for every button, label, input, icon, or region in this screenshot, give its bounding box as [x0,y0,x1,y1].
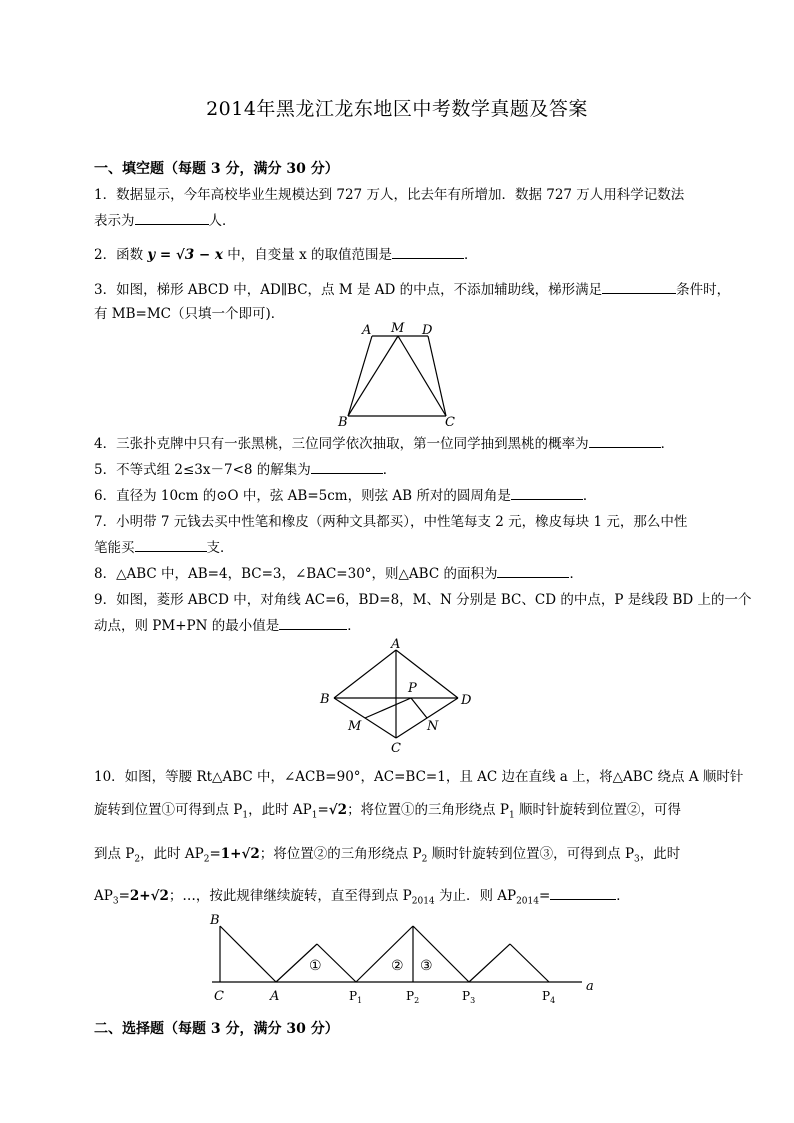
position-1-right-side [317,944,356,982]
question-9-text-a: 动点，则 PM+PN 的最小值是 [94,618,280,634]
label-B: B [210,913,220,928]
label-D: D [461,693,472,708]
question-10-line-3 [94,842,704,865]
math-expression: 2+√2 [129,888,169,904]
label-N: N [427,719,439,734]
segment-DC [428,336,446,416]
label-a: a [586,979,594,994]
q10-text: 旋转到位置①可得到点 P [94,802,243,818]
question-7-line-1: 7．小明带 7 元钱去买中性笔和橡皮（两种文具都买），中性笔每支 2 元，橡皮每块 1 元，那么中性 [94,514,688,530]
answer-blank [550,886,616,900]
segment-AB [348,336,372,416]
q10-text: 顺时针旋转到位置③，可得到点 P [427,846,635,862]
question-9-text-b: ． [347,618,361,634]
question-2-text-b: 中，自变量 x 的取值范围是 [227,247,392,263]
label-P4-letter: P [542,989,551,1003]
question-3-text-b: 条件时， [676,282,731,298]
label-P3-subscript: 3 [470,996,476,1005]
q10-text: 顺时针旋转到位置②，可得 [514,802,681,818]
trapezoid-figure [330,318,470,430]
page-title: 2014年黑龙江龙东地区中考数学真题及答案 [206,98,588,120]
question-6-text-b: ． [582,488,597,504]
answer-blank [497,564,569,578]
question-2-text-a: 2．函数 [94,247,144,263]
q10-text: ． [616,888,630,904]
question-4-line [94,432,704,452]
q10-text: = [209,846,221,862]
label-C: C [214,989,224,1004]
q10-text: = [317,802,329,818]
q10-text: ；将位置②的三角形绕点 P [259,846,422,862]
segment-BA [220,926,276,982]
question-8-text-a: 8．△ABC 中，AB=4，BC=3，∠BAC=30°，则△ABC 的面积为 [94,566,498,582]
question-9-line-2 [94,614,704,634]
question-3-line-2: 有 MB=MC（只填一个即可)． [94,306,285,322]
segment-AD [396,650,458,698]
label-P4-subscript: 4 [550,996,556,1005]
label-M: M [348,719,362,734]
q10-text: ，此时 [639,846,681,862]
question-2-line [94,243,704,263]
answer-blank [279,616,347,630]
subscript: 3 [634,854,640,865]
q10-text: ；将位置①的三角形绕点 P [347,802,509,818]
section-heading-fill-in: 一、填空题（每题 3 分，满分 30 分） [94,161,339,177]
label-P2-letter: P [406,989,415,1003]
q10-text: 为止．则 AP [434,888,517,904]
label-P3 [462,989,475,1005]
question-10-line-4 [94,884,704,907]
question-10-line-2 [94,798,704,821]
circled-2: ② [391,958,404,974]
question-4-text-b: ． [660,436,675,452]
q10-text: ，此时 AP [140,846,204,862]
question-9-line-1: 9．如图，菱形 ABCD 中，对角线 AC=6，BD=8，M、N 分别是 BC、CD 的中点，P 是线段 BD 上的一个 [94,592,752,608]
segment-AB [334,650,396,698]
math-expression: 1+√2 [220,846,260,862]
question-7-text-b: 支． [206,540,234,556]
label-A: A [362,323,372,338]
question-5-line [94,458,704,478]
label-B: B [338,415,348,430]
math-expression: √2 [328,802,348,818]
question-10-line-1: 10．如图，等腰 Rt△ABC 中，∠ACB=90°，AC=BC=1，且 AC 边在直线 a 上，将△ABC 绕点 A 顺时针 [94,769,744,785]
question-5-text-a: 5．不等式组 2≤3x－7<8 的解集为 [94,462,311,478]
question-6-line [94,484,704,504]
question-1-line-1: 1．数据显示，今年高校毕业生规模达到 727 万人，比去年有所增加．数据 727 万人用科学记数法 [94,187,685,203]
question-3-line-1 [94,278,731,298]
question-8-line [94,562,704,582]
question-6-text-a: 6．直径为 10cm 的⊙O 中，弦 AB=5cm，则弦 AB 所对的圆周角是 [94,488,511,504]
function-formula: y = √3 − x [147,247,223,263]
label-P4 [542,989,555,1005]
label-P2 [406,989,419,1005]
answer-blank [311,460,383,474]
position-4-right-side [510,944,549,982]
subscript: 2 [421,854,428,865]
label-D: D [422,323,433,338]
label-B: B [320,692,330,707]
label-P2-subscript: 2 [414,996,420,1005]
question-7-text-a: 笔能买 [94,540,135,556]
question-1-text-a: 表示为 [94,213,135,229]
answer-blank [511,486,583,500]
circled-3: ③ [420,958,433,974]
question-4-text-a: 4．三张扑克牌中只有一张黑桃，三位同学依次抽取，第一位同学抽到黑桃的概率为 [94,436,589,452]
subscript: 1 [508,810,515,821]
q10-text: = [538,888,551,904]
label-A: A [270,989,280,1004]
answer-blank [392,245,464,259]
subscript: 1 [242,810,249,821]
subscript: 1 [311,810,318,821]
subscript: 2 [134,854,141,865]
question-5-text-b: ． [382,462,397,478]
section-heading-multiple-choice: 二、选择题（每题 3 分，满分 30 分） [94,1021,339,1037]
label-M: M [391,321,405,336]
subscript: 3 [112,896,119,907]
answer-blank [602,280,676,294]
question-8-text-b: ． [569,566,583,582]
segment-MB [348,336,398,416]
label-C: C [445,415,455,430]
question-1-line-2 [94,209,704,229]
q10-text: ，此时 AP [248,802,312,818]
subscript: 2014 [411,896,435,907]
position-2-hypotenuse [356,926,413,982]
q10-text: AP [94,888,113,904]
rhombus-figure [314,638,484,756]
circled-1: ① [309,958,322,974]
answer-blank [135,538,207,552]
label-A: A [391,638,401,652]
answer-blank [135,211,209,225]
segment-PM [365,698,411,718]
label-P: P [408,681,417,696]
label-P3-letter: P [462,989,471,1003]
q10-text: = [118,888,130,904]
question-7-line-2 [94,536,704,556]
segment-MC [398,336,446,416]
label-P1-letter: P [349,989,358,1003]
position-4-left-side [469,944,510,982]
subscript: 2014 [516,896,539,907]
answer-blank [589,434,661,448]
subscript: 2 [203,854,210,865]
question-3-text-a: 3．如图，梯形 ABCD 中，AD∥BC，点 M 是 AD 的中点，不添加辅助线，梯形满足 [94,282,603,298]
label-C: C [391,741,401,756]
q10-text: ；…，按此规律继续旋转，直至得到点 P [168,888,412,904]
q10-text: 到点 P [94,846,135,862]
rotation-figure [200,910,600,1014]
label-P1-subscript: 1 [357,996,363,1005]
label-P1 [349,989,362,1005]
question-1-text-b: 人． [208,213,236,229]
segment-PN [411,698,427,718]
question-2-text-c: ． [463,247,478,263]
